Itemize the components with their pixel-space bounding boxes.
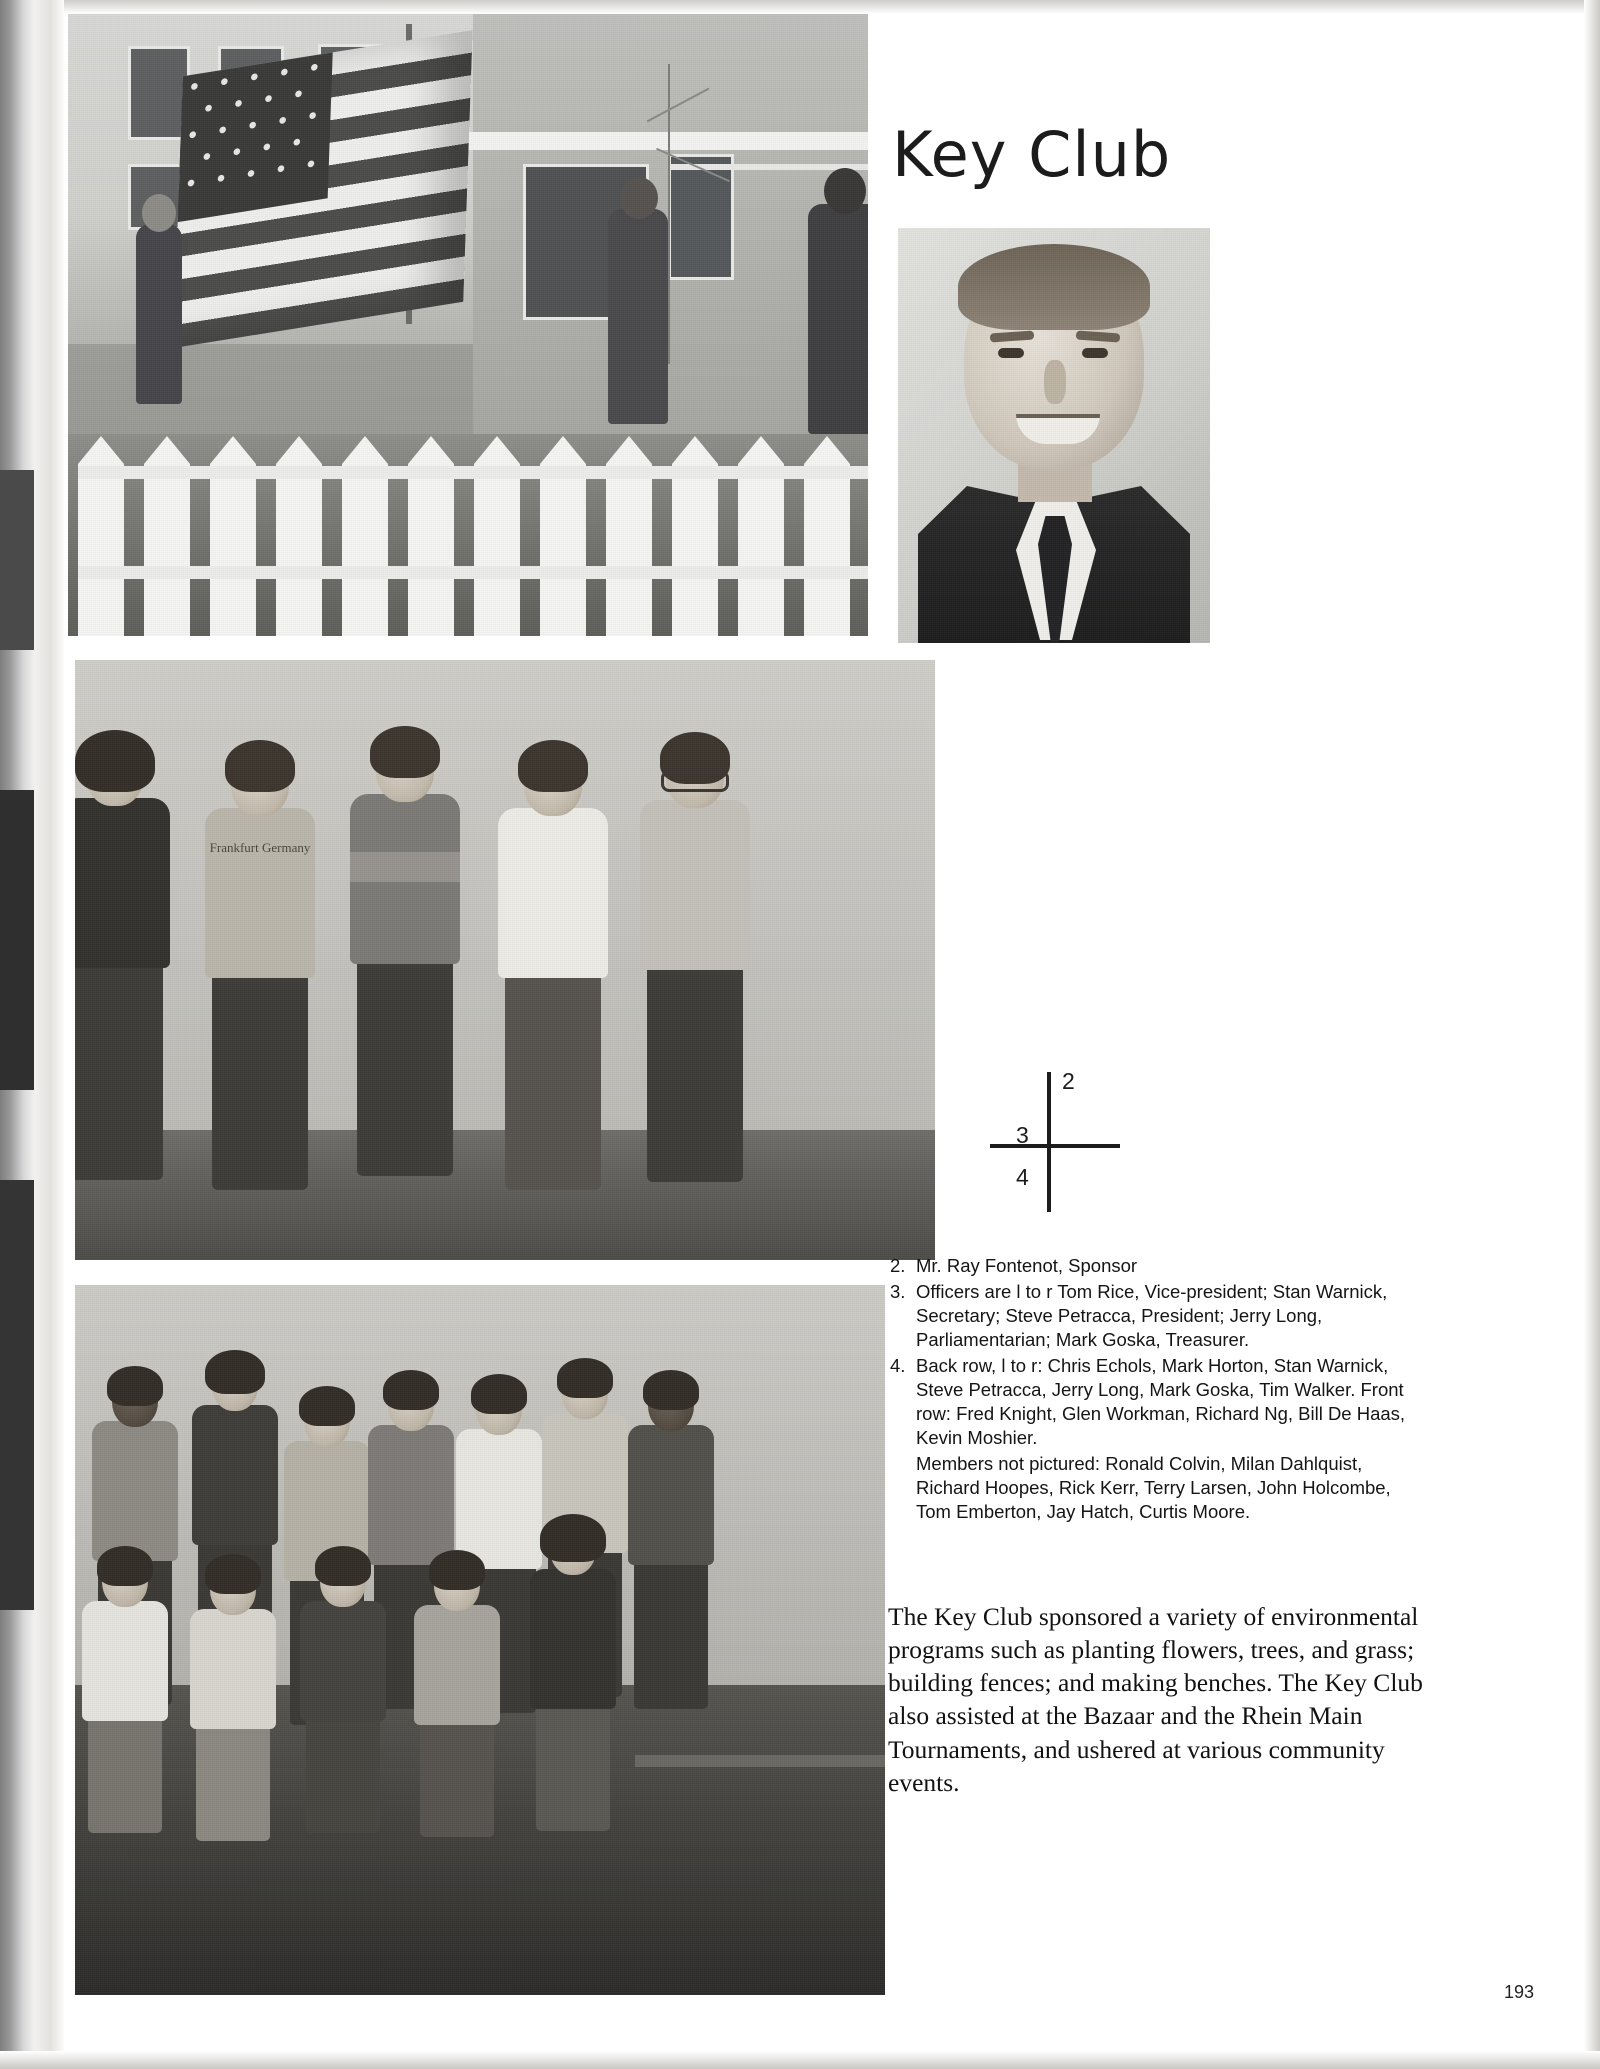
- sponsor-portrait-photo: [898, 228, 1210, 643]
- nose: [1044, 360, 1066, 404]
- page-title: Key Club: [892, 118, 1172, 191]
- photo-key-diagram: [990, 1068, 1130, 1212]
- caption-text: Back row, l to r: Chris Echols, Mark Horton, Stan Warnick, Steve Petracca, Jerry Long, Mark Goska, Tim Walker. Front row: Fred Knight, Glen Workman, Richard Ng, Bill De Haas, Kevin Moshier.: [916, 1355, 1406, 1449]
- page-right-shadow: [1584, 0, 1600, 2069]
- caption-members-not-pictured: Members not pictured: Ronald Colvin, Milan Dahlquist, Richard Hoopes, Rick Kerr, Terry Larsen, John Holcombe, Tom Emberton, Jay Hatch, Curtis Moore.: [916, 1453, 1391, 1523]
- flag-raising-photo: [68, 14, 868, 636]
- club-group-photo: [75, 1285, 885, 1995]
- key-horizontal-line: [990, 1144, 1120, 1148]
- caption-item: [890, 1354, 1420, 1450]
- american-flag: [173, 30, 472, 348]
- page-number: 193: [1503, 1982, 1534, 2002]
- caption-number: 4.: [890, 1355, 906, 1377]
- facing-page-sliver: [0, 470, 34, 650]
- sweatshirt-text: Frankfurt Germany: [209, 840, 311, 855]
- photo-captions: [890, 1254, 1420, 1525]
- bench: [635, 1755, 885, 1767]
- eye: [1082, 348, 1108, 358]
- key-vertical-line: [1047, 1072, 1051, 1212]
- page-top-shadow: [64, 0, 1600, 14]
- caption-text: Officers are l to r Tom Rice, Vice-president; Stan Warnick, Secretary; Steve Petracca, President; Jerry Long, Parliamentarian; Mark Goska, Treasurer.: [916, 1281, 1388, 1351]
- caption-number: 3.: [890, 1281, 906, 1303]
- key-label-3: 3: [1016, 1122, 1029, 1148]
- caption-text: Mr. Ray Fontenot, Sponsor: [916, 1255, 1138, 1276]
- facing-page-sliver: [0, 790, 34, 1090]
- key-label-4: 4: [1016, 1164, 1029, 1190]
- page-gutter: [34, 0, 64, 2069]
- body-paragraph: The Key Club sponsored a variety of environmental programs such as planting flowers, trees, and grass; building fences; and making benches. The Key Club also assisted at the Bazaar and the Rhein Main Tournaments, and ushered at various community events.: [888, 1602, 1423, 1797]
- roof-eave: [448, 132, 868, 150]
- eye: [998, 348, 1024, 358]
- hair: [958, 244, 1150, 330]
- student-figure: [808, 204, 868, 434]
- window: [668, 154, 734, 280]
- student-figure: [608, 209, 668, 424]
- student-figure: [136, 224, 182, 404]
- officers-group-photo: [75, 660, 935, 1260]
- page-bottom-shadow: [0, 2051, 1600, 2069]
- eyeglasses: [661, 770, 729, 792]
- facing-page-sliver: [0, 1180, 34, 1610]
- picket-fence: [78, 406, 868, 636]
- flag-canton: [178, 52, 333, 222]
- caption-item: [890, 1254, 1420, 1278]
- key-label-2: 2: [1062, 1068, 1075, 1094]
- caption-item: [890, 1280, 1420, 1352]
- caption-number: 2.: [890, 1255, 906, 1276]
